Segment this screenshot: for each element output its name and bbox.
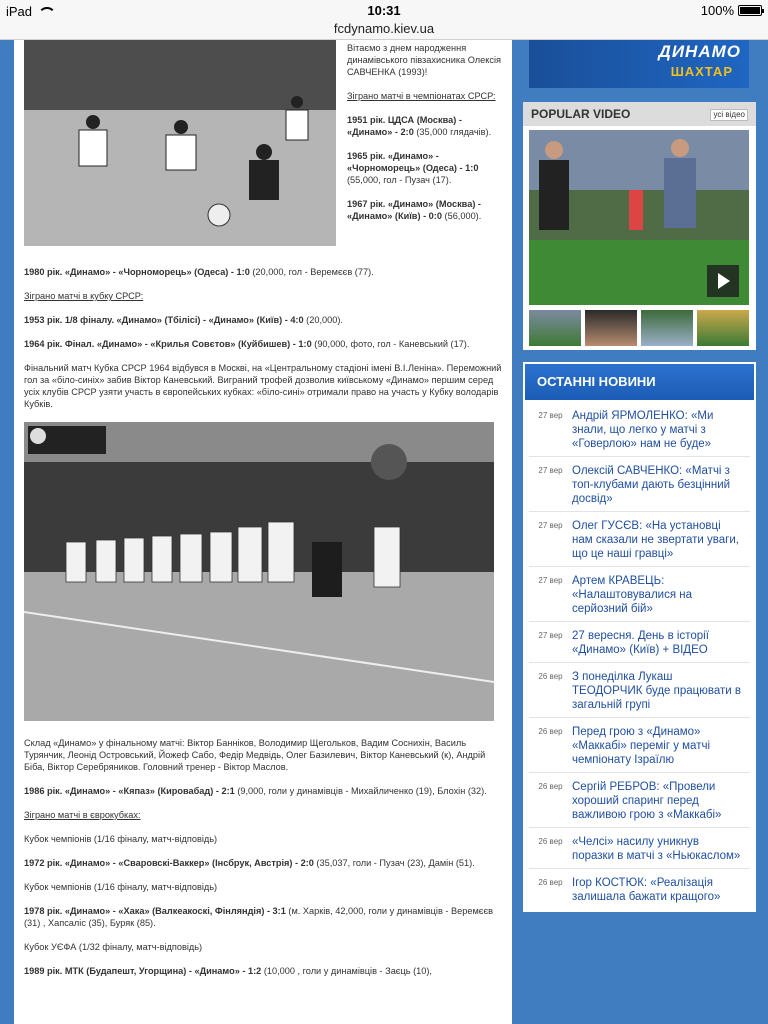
list-item[interactable] <box>529 663 750 718</box>
birthday-note: Вітаємо з днем народження динамівського півзахисника Олексія САВЧЕНКА (1993)! <box>347 43 502 77</box>
battery-percent: 100% <box>700 3 734 18</box>
video-thumbnail[interactable] <box>641 310 693 346</box>
news-date: 27 вер <box>538 576 563 585</box>
list-item[interactable] <box>529 622 750 663</box>
article-content <box>14 40 512 1024</box>
device-name: iPad <box>6 4 33 19</box>
news-date: 27 вер <box>538 631 563 640</box>
popular-video-widget <box>523 102 756 350</box>
news-link[interactable]: Перед грою з «Динамо» «Маккабі» переміг у матчі чемпіонату Ізраїлю <box>572 726 711 766</box>
latest-news-widget <box>523 362 756 912</box>
match-entry: 1951 рік. ЦДСА (Москва) - «Динамо» - 2:0 (35,000 глядачів). <box>347 115 492 137</box>
list-item[interactable] <box>529 773 750 828</box>
article-intro-column <box>347 42 503 234</box>
cup-final-description: Фінальний матч Кубка СРСР 1964 відбувся в Москві, на «Центральному стадіоні імені В.І.Леніна». Переможний гол за «біло-синіх» забив Віктор Каневський. Виграний трофей дозволив київському «Динамо» першим серед усіх клубів СРСР узяти участь в європейських кубках: «біло-сині» отримали право на участь у Кубку володарів Кубків. <box>24 363 502 409</box>
news-date: 27 вер <box>538 411 563 420</box>
play-icon[interactable] <box>707 265 739 297</box>
team-parade-photo <box>24 422 494 721</box>
banner-subtitle: ШАХТАР <box>670 64 733 79</box>
news-link[interactable]: Андрій ЯРМОЛЕНКО: «Ми знали, що легко у матчі з «Говерлою» нам не буде» <box>572 410 714 450</box>
popular-video-header <box>523 102 756 126</box>
popular-video-title: POPULAR VIDEO <box>531 107 631 121</box>
news-link[interactable]: «Челсі» насилу уникнув поразки в матчі з «Ньюкаслом» <box>572 836 741 862</box>
match-entry: 1965 рік. «Динамо» - «Чорноморець» (Одеса) - 1:0 (55,000, гол - Пузач (17). <box>347 151 479 185</box>
ios-status-bar <box>0 0 768 40</box>
news-date: 27 вер <box>538 521 563 530</box>
list-item[interactable] <box>529 828 750 869</box>
clock: 10:31 <box>367 3 401 18</box>
section-heading-ussr-championship: Зіграно матчі в чемпіонатах СРСР: <box>347 91 496 101</box>
address-bar-url[interactable]: fcdynamo.kiev.ua <box>333 21 435 36</box>
section-heading-eurocups: Зіграно матчі в єврокубках: <box>24 810 141 820</box>
match-entry: 1953 рік. 1/8 фіналу. «Динамо» (Тбілісі) - «Динамо» (Київ) - 4:0 (20,000). <box>24 315 343 325</box>
list-item[interactable] <box>529 718 750 773</box>
news-date: 26 вер <box>538 727 563 736</box>
battery-icon <box>738 5 762 16</box>
match-entry: 1967 рік. «Динамо» (Москва) - «Динамо» (Київ) - 0:0 (56,000). <box>347 199 482 221</box>
list-item[interactable] <box>529 457 750 512</box>
banner-title: ДИНАМО <box>658 42 741 61</box>
news-link[interactable]: Олексій САВЧЕНКО: «Матчі з топ-клубами дають безцінний досвід» <box>572 465 731 505</box>
latest-news-header <box>525 364 754 400</box>
news-link[interactable]: Сергій РЕБРОВ: «Провели хороший спаринг перед важливою грою з «Маккабі» <box>572 781 722 821</box>
news-date: 26 вер <box>538 878 563 887</box>
news-link[interactable]: Артем КРАВЕЦЬ: «Налаштовувалися на серйозний бій» <box>572 575 692 615</box>
tournament-label: Кубок чемпіонів (1/16 фіналу, матч-відповідь) <box>24 882 218 892</box>
featured-video[interactable] <box>529 130 749 305</box>
match-banner[interactable] <box>529 40 749 88</box>
status-right <box>701 3 762 18</box>
list-item[interactable] <box>529 567 750 622</box>
news-date: 26 вер <box>538 782 563 791</box>
video-thumbnail[interactable] <box>529 310 581 346</box>
news-link[interactable]: З понеділка Лукаш ТЕОДОРЧИК буде працювати в загальній групі <box>572 671 741 711</box>
video-thumbnail[interactable] <box>585 310 637 346</box>
match-entry: 1978 рік. «Динамо» - «Хака» (Валкеакоскі, Фінляндія) - 3:1 (м. Харків, 42,000, голи у динамівців - Веремєєв (31) , Хапсаліс (35), Буряк (85). <box>24 906 494 928</box>
latest-news-title: ОСТАННІ НОВИНИ <box>537 374 656 389</box>
match-photo-1964 <box>24 40 336 246</box>
news-date: 26 вер <box>538 837 563 846</box>
news-date: 26 вер <box>538 672 563 681</box>
match-entry: 1972 рік. «Динамо» - «Сваровскі-Ваккер» (Інсбрук, Австрія) - 2:0 (35,037, голи - Пузач (23), Дамін (51). <box>24 858 475 868</box>
match-entry: 1989 рік. МТК (Будапешт, Угорщина) - «Динамо» - 1:2 (10,000 , голи у динамівців - Заєць (10), <box>24 966 432 976</box>
list-item[interactable] <box>529 512 750 567</box>
list-item[interactable] <box>529 402 750 457</box>
tournament-label: Кубок чемпіонів (1/16 фіналу, матч-відповідь) <box>24 834 218 844</box>
news-link[interactable]: Ігор КОСТЮК: «Реалізація залишала бажати кращого» <box>572 877 721 903</box>
article-top-block <box>24 40 502 246</box>
news-link[interactable]: 27 вересня. День в історії «Динамо» (Київ) + ВІДЕО <box>572 630 709 656</box>
tournament-label: Кубок УЄФА (1/32 фіналу, матч-відповідь) <box>24 942 203 952</box>
video-thumbnail[interactable] <box>697 310 749 346</box>
list-item[interactable] <box>529 869 750 909</box>
match-entry: 1986 рік. «Динамо» - «Кяпаз» (Кировабад) - 2:1 (9,000, голи у динамівців - Михайличенко (19), Блохін (32). <box>24 786 487 796</box>
match-entry: 1964 рік. Фінал. «Динамо» - «Крилья Совєтов» (Куйбишев) - 1:0 (90,000, фото, гол - Каневський (17). <box>24 339 470 349</box>
news-list <box>523 402 756 909</box>
section-heading-ussr-cup: Зіграно матчі в кубку СРСР: <box>24 291 144 301</box>
match-entry: 1980 рік. «Динамо» - «Чорноморець» (Одеса) - 1:0 (20,000, гол - Веремєєв (77). <box>24 267 374 277</box>
cup-final-lineup: Склад «Динамо» у фінальному матчі: Віктор Банніков, Володимир Щегольков, Вадим Соснихін, Василь Турянчик, Леонід Островський, Йожеф Сабо, Федір Медвідь, Олег Базилевич, Віктор Каневський (к), Андрій Біба, Віктор Серебряников. Головний тренер - Віктор Маслов. <box>24 738 486 772</box>
news-link[interactable]: Олег ГУСЄВ: «На установці нам сказали не звертати уваги, що це наші гравці» <box>572 520 739 560</box>
news-date: 27 вер <box>538 466 563 475</box>
all-videos-link[interactable]: усі відео <box>710 109 748 121</box>
video-thumbnails <box>529 310 749 346</box>
